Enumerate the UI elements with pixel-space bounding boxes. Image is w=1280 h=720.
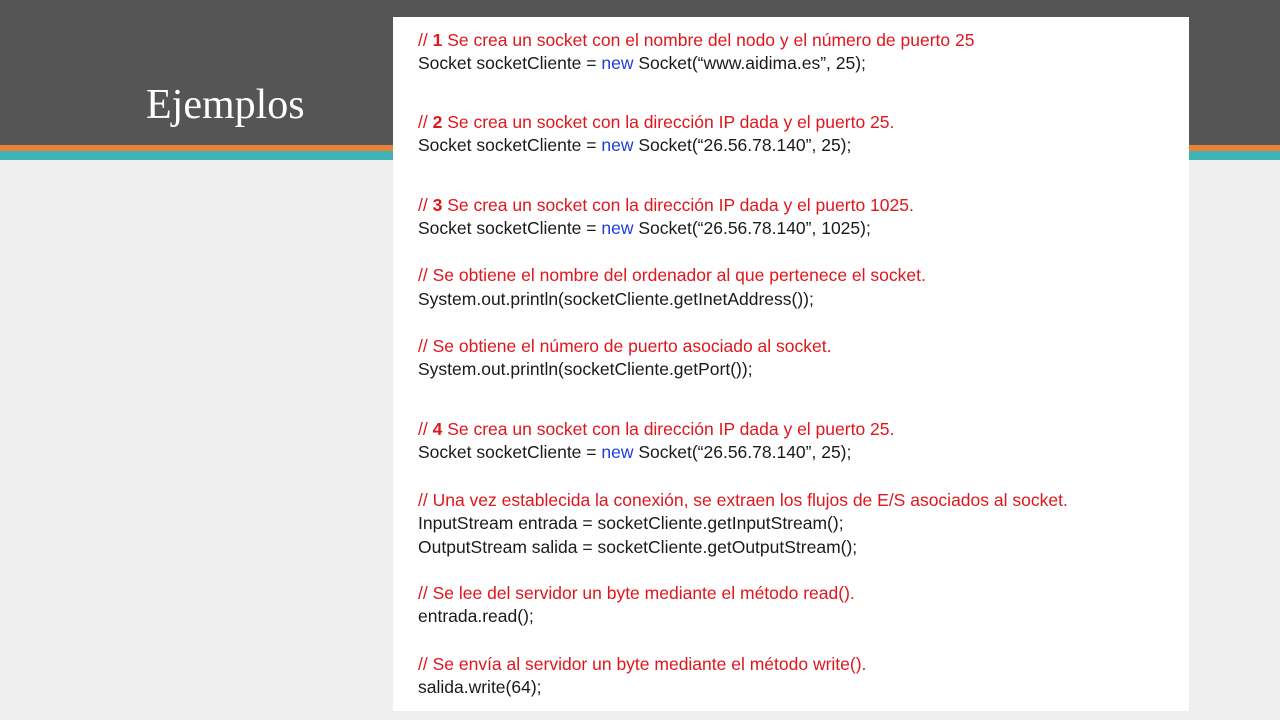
code-line: salida.write(64);: [418, 677, 542, 697]
code-line: InputStream entrada = socketCliente.getInputStream();: [418, 513, 844, 533]
comment-prefix: //: [418, 30, 433, 50]
code-line: OutputStream salida = socketCliente.getOutputStream();: [418, 537, 858, 557]
code-text: Socket socketCliente =: [418, 218, 602, 238]
code-example-panel: [393, 17, 1189, 711]
comment-prefix: //: [418, 419, 433, 439]
code-comment-line: // Una vez establecida la conexión, se extraen los flujos de E/S asociados al socket.: [418, 490, 1068, 510]
code-comment-line: [418, 194, 914, 216]
code-comment-line: [418, 111, 894, 133]
code-comment-line: // Se lee del servidor un byte mediante el método read().: [418, 583, 855, 603]
comment-prefix: //: [418, 112, 433, 132]
comment-text: Se crea un socket con el nombre del nodo y el número de puerto 25: [442, 30, 975, 50]
code-text: Socket(“www.aidima.es”, 25);: [633, 53, 866, 73]
keyword-new: new: [601, 442, 634, 462]
keyword-new: new: [601, 53, 634, 73]
slide-title: Ejemplos: [146, 82, 305, 128]
code-comment-line: // Se obtiene el número de puerto asociado al socket.: [418, 336, 832, 356]
code-comment-line: // Se obtiene el nombre del ordenador al que pertenece el socket.: [418, 265, 926, 285]
code-line: [418, 52, 866, 74]
code-text: Socket(“26.56.78.140”, 25);: [633, 135, 852, 155]
example-number: 4: [432, 419, 443, 439]
comment-text: Se crea un socket con la dirección IP dada y el puerto 1025.: [442, 195, 914, 215]
code-line: entrada.read();: [418, 606, 534, 626]
keyword-new: new: [601, 135, 634, 155]
comment-text: Se crea un socket con la dirección IP dada y el puerto 25.: [442, 419, 895, 439]
keyword-new: new: [601, 218, 634, 238]
code-line: [418, 441, 851, 463]
comment-prefix: //: [418, 195, 433, 215]
code-text: Socket socketCliente =: [418, 53, 602, 73]
code-comment-line: [418, 29, 974, 51]
code-comment-line: // Se envía al servidor un byte mediante el método write().: [418, 654, 867, 674]
code-text: Socket socketCliente =: [418, 135, 602, 155]
code-text: Socket(“26.56.78.140”, 25);: [633, 442, 852, 462]
code-line: System.out.println(socketCliente.getPort());: [418, 359, 753, 379]
code-comment-line: [418, 418, 894, 440]
comment-text: Se crea un socket con la dirección IP dada y el puerto 25.: [442, 112, 895, 132]
code-line: [418, 134, 851, 156]
code-text: Socket(“26.56.78.140”, 1025);: [633, 218, 871, 238]
code-line: System.out.println(socketCliente.getInetAddress());: [418, 289, 814, 309]
code-line: [418, 217, 871, 239]
example-number: 3: [432, 195, 443, 215]
example-number: 1: [432, 30, 443, 50]
example-number: 2: [432, 112, 443, 132]
code-text: Socket socketCliente =: [418, 442, 602, 462]
